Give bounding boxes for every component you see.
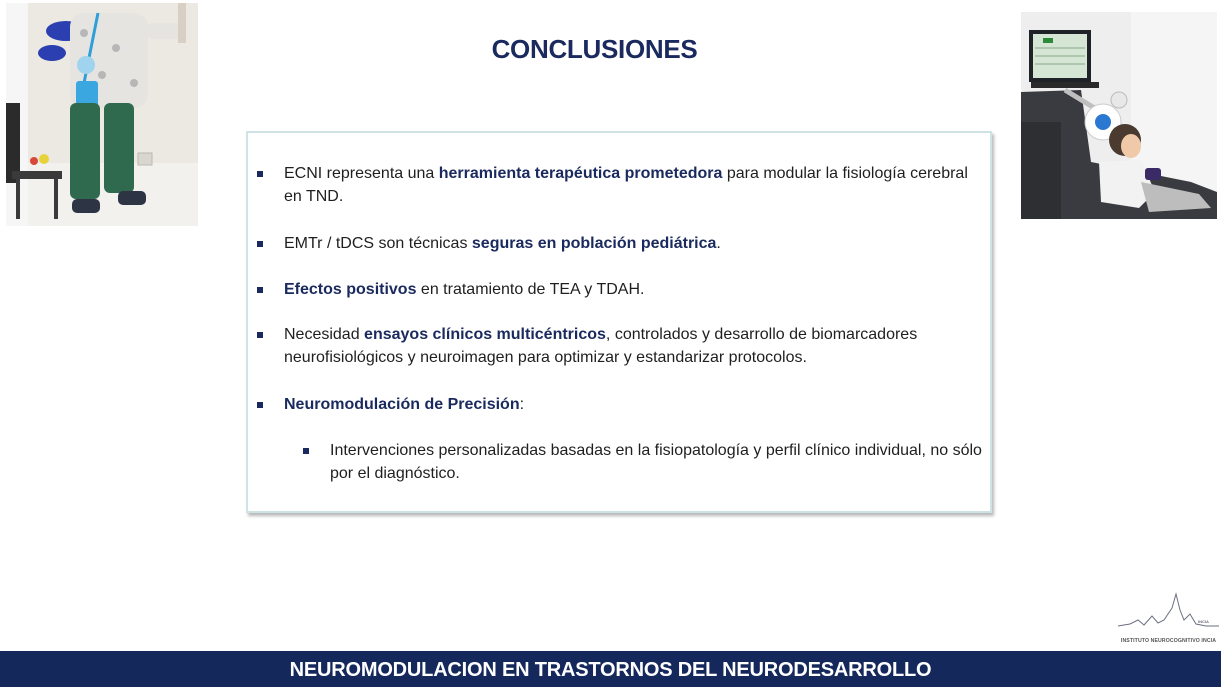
photo-child-stimulation-chair xyxy=(1021,12,1217,219)
bullet-text: . xyxy=(716,235,721,252)
photo-child-walking xyxy=(6,3,198,226)
bullet-emphasis: herramienta terapéutica prometedora xyxy=(438,165,723,182)
brain-wave-logo-icon xyxy=(1116,590,1221,634)
bullet-text: para modular la fisiología cerebral en TND. xyxy=(284,165,968,205)
conclusions-box xyxy=(246,131,992,513)
bullet-emphasis: ensayos clínicos multicéntricos xyxy=(364,326,606,343)
sub-bullet-text: Intervenciones personalizadas basadas en la fisiopatología y perfil clínico individual, no sólo por el diagnóstico. xyxy=(330,442,982,482)
bullet-emphasis: Neuromodulación de Precisión xyxy=(284,396,520,413)
square-bullet-icon xyxy=(257,241,263,247)
institute-logo xyxy=(1116,590,1221,648)
bullet-emphasis: seguras en población pediátrica xyxy=(471,235,717,252)
conclusion-sub-bullet xyxy=(330,439,990,485)
logo-small-text: INCIA xyxy=(1198,619,1209,624)
conclusion-bullet-3 xyxy=(284,278,984,301)
bullet-text: EMTr / tDCS son técnicas xyxy=(284,235,472,252)
photo-child-stimulation-chair-graphic xyxy=(1021,12,1217,219)
conclusion-bullet-5 xyxy=(284,393,984,416)
bullet-emphasis: Efectos positivos xyxy=(284,281,417,298)
square-bullet-icon xyxy=(303,448,309,454)
footer-banner: NEUROMODULACION EN TRASTORNOS DEL NEURODESARROLLO xyxy=(0,651,1221,687)
photo-child-walking-graphic xyxy=(6,3,198,226)
square-bullet-icon xyxy=(257,287,263,293)
bullet-text: en tratamiento de TEA y TDAH. xyxy=(416,281,645,298)
bullet-text: , controlados y desarrollo de biomarcadores neurofisiológicos y neuroimagen para optimizar y estandarizar protocolos. xyxy=(284,326,918,366)
bullet-text: : xyxy=(519,396,525,413)
conclusion-bullet-1 xyxy=(284,162,984,208)
logo-caption: INSTITUTO NEUROCOGNITIVO INCIA xyxy=(1120,638,1217,644)
conclusion-bullet-4 xyxy=(284,323,984,369)
square-bullet-icon xyxy=(257,402,263,408)
square-bullet-icon xyxy=(257,171,263,177)
conclusion-bullet-2 xyxy=(284,232,984,255)
bullet-text: Necesidad xyxy=(284,326,365,343)
square-bullet-icon xyxy=(257,332,263,338)
bullet-text: ECNI representa una xyxy=(284,165,439,182)
slide-title: CONCLUSIONES xyxy=(491,34,698,64)
